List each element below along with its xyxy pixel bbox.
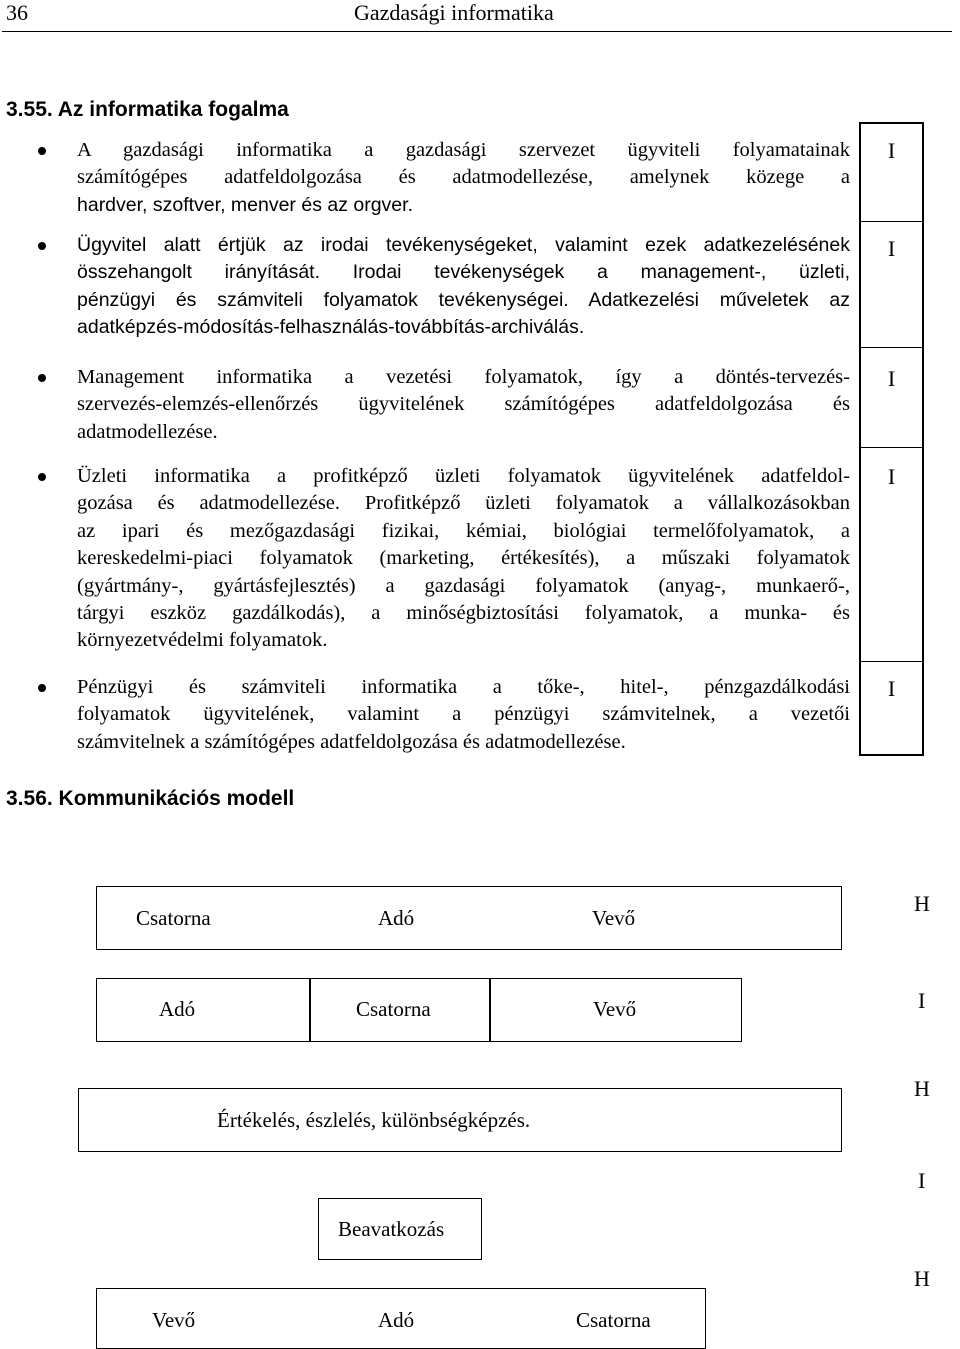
text-line: A gazdasági informatika a gazdasági szervezet ügyviteli folyamatainak [77,139,850,161]
tag-column [859,122,924,756]
list-item [77,364,850,446]
bullet-icon [38,684,46,692]
diagram-label: Vevő [592,906,636,930]
diagram-label: Adó [378,1308,415,1332]
text-line: Üzleti informatika a profitképző üzleti folyamatok ügyvitelének adatfeldol- [77,465,850,487]
text-line: (gyártmány-, gyártásfejlesztés) a gazdasági folyamatok (anyag-, munkaerő-, [77,574,850,597]
diagram-tag: H [914,1266,930,1291]
text-line: tárgyi eszköz gazdálkodás), a minőségbiztosítási folyamatok, a munka- és [77,602,850,625]
tag-cell [861,348,922,448]
tag-cell [861,662,922,756]
bullet-icon [38,242,46,250]
section-title-356: 3.56. Kommunikációs modell [6,787,295,810]
diagram-label: Beavatkozás [338,1217,445,1241]
diagram-label: Csatorna [356,997,431,1021]
text-line: összehangolt irányítását. Irodai tevékenységek a management-, üzleti, [77,261,850,284]
text-line: hardver, szoftver, menver és az orgver. [77,193,413,216]
list-item [77,674,850,756]
list-item [77,137,850,219]
text-line: az ipari és mezőgazdasági fizikai, kémiai, biológiai termelőfolyamatok, a [77,519,850,542]
text-line: Ügyvitel alatt értjük az irodai tevékenységeket, valamint ezek adatkezelésének [77,234,850,256]
bullet-icon [38,374,46,382]
bullet-icon [38,473,46,481]
page-number: 36 [6,0,28,25]
bullet-icon [38,147,46,155]
diagram-label: Adó [378,906,415,930]
list-item [77,463,850,655]
text-line: környezetvédelmi folyamatok. [77,629,328,652]
section-title-355: 3.55. Az informatika fogalma [6,98,289,121]
running-title: Gazdasági informatika [354,0,554,25]
tag-letter: I [887,236,896,261]
text-line: adatmodellezése. [77,420,218,443]
list-item [77,232,850,342]
diagram-label: Vevő [152,1308,196,1332]
header-rule [2,31,952,32]
diagram-label: Adó [159,997,196,1021]
diagram-label: Vevő [593,997,637,1021]
tag-cell [861,222,922,348]
text-line: szervezés-elemzés-ellenőrzés ügyvitelének számítógépes adatfeldolgozása és [77,393,850,416]
diagram-tag: I [918,1168,926,1193]
diagram-tag: H [914,1076,930,1101]
text-line: kereskedelmi-piaci folyamatok (marketing, értékesítés), a műszaki folyamatok [77,547,850,570]
tag-letter: I [887,676,896,701]
text-line: folyamatok ügyvitelének, valamint a pénzügyi számvitelnek, a vezetői [77,703,850,726]
diagram-tag: H [914,891,930,916]
tag-letter: I [887,138,896,163]
text-line: Pénzügyi és számviteli informatika a tőke-, hitel-, pénzgazdálkodási [77,676,850,698]
text-line: számvitelnek a számítógépes adatfeldolgozása és adatmodellezése. [77,730,626,753]
diagram-label: Csatorna [576,1308,651,1332]
diagram-tag: I [918,988,926,1013]
text-line: Management informatika a vezetési folyamatok, így a döntés-tervezés- [77,366,850,388]
text-line: számítógépes adatfeldolgozása és adatmodellezése, amelynek közege a [77,166,850,189]
tag-cell [861,448,922,662]
diagram-label: Értékelés, észlelés, különbségképzés. [217,1108,531,1132]
tag-letter: I [887,366,896,391]
tag-cell [861,124,922,222]
text-line: gozása és adatmodellezése. Profitképző üzleti folyamatok a vállalkozásokban [77,492,850,515]
tag-letter: I [887,464,896,489]
text-line: pénzügyi és számviteli folyamatok tevékenységei. Adatkezelési műveletek az [77,288,850,311]
diagram-label: Csatorna [136,906,211,930]
text-line: adatképzés-módosítás-felhasználás-továbbítás-archiválás. [77,316,585,339]
diagram-box-transmitter [96,978,310,1042]
